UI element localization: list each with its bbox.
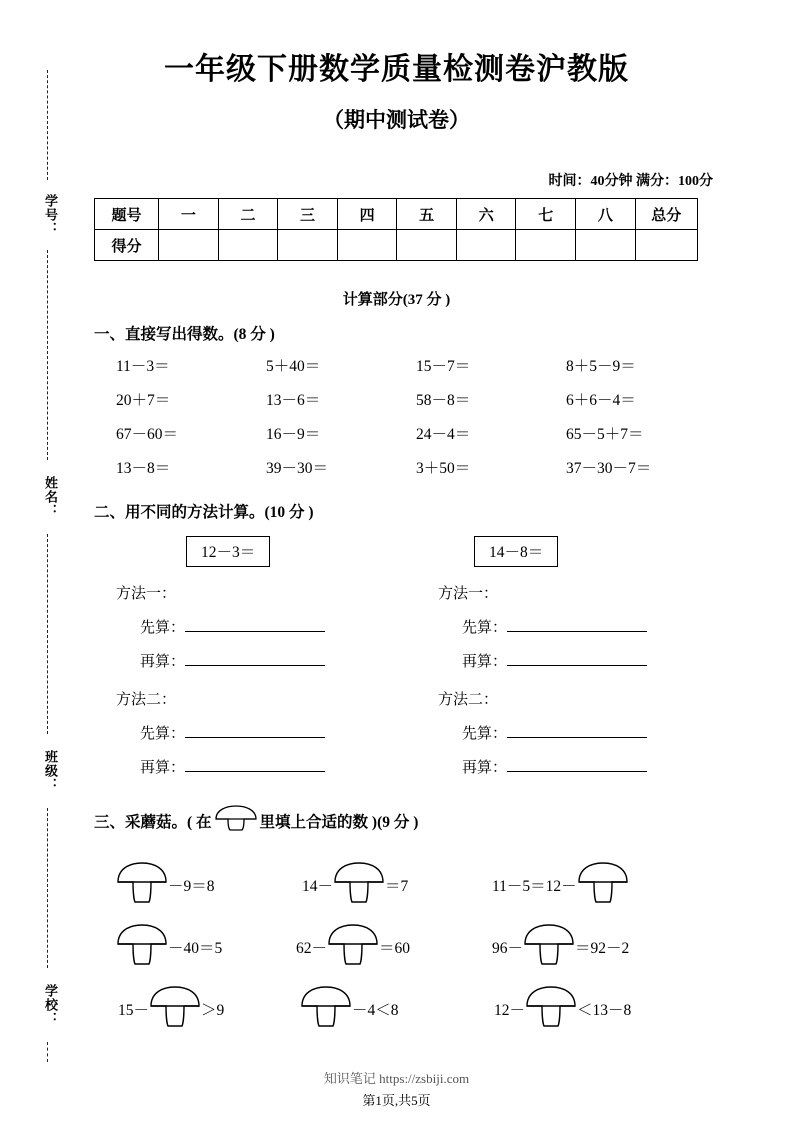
q3-expr-post: ＞9 (201, 1001, 225, 1019)
q3-expr-post: ＜13－8 (577, 1001, 632, 1019)
score-input-cell[interactable] (159, 230, 219, 261)
score-table-cell: 八 (576, 199, 636, 230)
score-table-cell: 得分 (95, 230, 159, 261)
q1-item: 3＋50＝ (416, 460, 471, 477)
q2-left-method1-label: 方法一： (116, 586, 177, 602)
score-input-cell[interactable] (397, 230, 457, 261)
answer-blank[interactable] (507, 723, 647, 738)
watermark-note: 知识笔记 https://zsbiji.com (323, 1071, 470, 1086)
answer-blank[interactable] (185, 757, 325, 772)
q3-item-expr (302, 860, 408, 909)
q1-item: 13－6＝ (266, 392, 321, 409)
q3-item (116, 922, 222, 971)
q3-item-expr (492, 860, 629, 909)
label-then: 再算： (462, 760, 508, 776)
q3-item-expr (296, 922, 410, 971)
margin-label-xuexiao: 学校： (43, 984, 58, 1026)
q3-expr-pre: 11－5＝12－ (492, 877, 577, 895)
q3-item (118, 984, 224, 1033)
q1-item: 67－60＝ (116, 426, 179, 443)
q3-item (302, 860, 408, 909)
score-input-cell[interactable] (337, 230, 397, 261)
score-table-cell: 四 (337, 199, 397, 230)
answer-blank[interactable] (507, 617, 647, 632)
score-input-cell[interactable] (218, 230, 278, 261)
q1-row (116, 456, 716, 490)
q1-item: 65－5＋7＝ (566, 426, 644, 443)
mushroom-icon[interactable] (523, 922, 575, 971)
q3-item-expr (118, 984, 224, 1033)
mushroom-icon[interactable] (577, 860, 629, 909)
q2-right-method1-label: 方法一： (438, 586, 499, 602)
q3-heading-pre: 三、采蘑菇。( 在 (94, 813, 212, 831)
margin-label-banji: 班级： (43, 750, 58, 792)
mushroom-icon[interactable] (149, 984, 201, 1033)
mushroom-icon[interactable] (327, 922, 379, 971)
q2-left-method2-then (140, 756, 325, 777)
q1-row (116, 354, 716, 388)
q2-left-method2-first (140, 722, 325, 743)
q2-right-method1-first (462, 616, 647, 637)
q3-item-expr (300, 984, 399, 1033)
q1-item: 24－4＝ (416, 426, 471, 443)
q2-left-method1-then (140, 650, 325, 671)
score-input-cell[interactable] (576, 230, 636, 261)
exam-meta: 时间：40分钟 满分：100分 (548, 174, 713, 189)
q1-item: 58－8＝ (416, 392, 471, 409)
q3-expr-pre: 96－ (492, 939, 524, 957)
table-row (95, 199, 698, 230)
label-first: 先算： (140, 620, 186, 636)
answer-blank[interactable] (185, 723, 325, 738)
mushroom-icon[interactable] (116, 860, 168, 909)
page-subtitle: （期中测试卷） (323, 108, 470, 132)
q3-item-expr (116, 922, 222, 971)
q2-left-expression: 12－3＝ (186, 536, 270, 567)
answer-blank[interactable] (185, 617, 325, 632)
score-table-cell: 题号 (95, 199, 159, 230)
q1-item: 8＋5－9＝ (566, 358, 636, 375)
margin-dash-line (47, 250, 48, 460)
q3-expr-post: ＝60 (379, 939, 411, 957)
q1-item: 13－8＝ (116, 460, 171, 477)
q1-item: 39－30＝ (266, 460, 329, 477)
question-3-heading (94, 805, 418, 836)
calculation-section-label: 计算部分(37 分 ) (342, 292, 451, 308)
q2-right-method2-label: 方法二： (438, 692, 499, 708)
q3-expr-post: －4＜8 (352, 1001, 399, 1019)
q3-item-expr (116, 860, 215, 909)
mushroom-icon (214, 805, 258, 836)
left-margin-strip (34, 70, 60, 1060)
q3-item-expr (492, 922, 629, 971)
q3-item (296, 922, 410, 971)
q2-left-method1-first (140, 616, 325, 637)
score-input-cell[interactable] (516, 230, 576, 261)
q3-expr-post: －9＝8 (168, 877, 215, 895)
question-1-grid (116, 354, 716, 490)
label-then: 再算： (462, 654, 508, 670)
table-row (95, 230, 698, 261)
q3-expr-post: ＝92－2 (575, 939, 630, 957)
margin-dash-line (47, 1042, 48, 1062)
q3-item (300, 984, 399, 1033)
score-table (94, 198, 698, 261)
q1-item: 15－7＝ (416, 358, 471, 375)
q1-item: 6＋6－4＝ (566, 392, 636, 409)
mushroom-icon[interactable] (525, 984, 577, 1033)
q3-item (494, 984, 631, 1033)
answer-blank[interactable] (507, 651, 647, 666)
q1-item: 20＋7＝ (116, 392, 171, 409)
margin-label-xuehao: 学号： (43, 194, 58, 236)
score-table-cell: 六 (456, 199, 516, 230)
margin-dash-line (47, 534, 48, 734)
label-then: 再算： (140, 760, 186, 776)
score-input-cell[interactable] (635, 230, 697, 261)
mushroom-icon[interactable] (116, 922, 168, 971)
q1-item: 11－3＝ (116, 358, 170, 375)
q1-row (116, 388, 716, 422)
page-number: 第1页,共5页 (362, 1093, 431, 1108)
q3-item (492, 922, 629, 971)
score-table-cell: 五 (397, 199, 457, 230)
q3-heading-post: 里填上合适的数 )(9 分 ) (259, 813, 419, 831)
q2-right-method2-first (462, 722, 647, 743)
label-first: 先算： (140, 726, 186, 742)
answer-blank[interactable] (185, 651, 325, 666)
q3-expr-pre: 12－ (494, 1001, 526, 1019)
q1-item: 37－30－7＝ (566, 460, 652, 477)
q2-left-method2-label: 方法二： (116, 692, 177, 708)
q3-expr-pre: 62－ (296, 939, 328, 957)
score-input-cell[interactable] (456, 230, 516, 261)
label-then: 再算： (140, 654, 186, 670)
q3-expr-pre: 15－ (118, 1001, 150, 1019)
score-table-cell: 七 (516, 199, 576, 230)
question-2-heading: 二、用不同的方法计算。(10 分 ) (94, 504, 314, 521)
score-input-cell[interactable] (278, 230, 338, 261)
margin-label-xingming: 姓名： (43, 476, 58, 518)
q1-item: 16－9＝ (266, 426, 321, 443)
q1-row (116, 422, 716, 456)
q3-expr-post: －40＝5 (168, 939, 223, 957)
mushroom-icon[interactable] (300, 984, 352, 1033)
score-table-cell: 一 (159, 199, 219, 230)
q3-item (116, 860, 215, 909)
label-first: 先算： (462, 620, 508, 636)
question-1-heading: 一、直接写出得数。(8 分 ) (94, 326, 275, 343)
margin-dash-line (47, 808, 48, 968)
q3-item (492, 860, 629, 909)
page-title: 一年级下册数学质量检测卷沪教版 (164, 53, 629, 86)
q2-right-method1-then (462, 650, 647, 671)
q1-item: 5＋40＝ (266, 358, 321, 375)
q2-right-expression: 14－8＝ (474, 536, 558, 567)
score-table-cell: 二 (218, 199, 278, 230)
q2-right-method2-then (462, 756, 647, 777)
mushroom-icon[interactable] (333, 860, 385, 909)
score-table-cell: 总分 (635, 199, 697, 230)
answer-blank[interactable] (507, 757, 647, 772)
label-first: 先算： (462, 726, 508, 742)
q3-expr-post: ＝7 (385, 877, 409, 895)
q3-item-expr (494, 984, 631, 1033)
score-table-cell: 三 (278, 199, 338, 230)
q3-expr-pre: 14－ (302, 877, 334, 895)
